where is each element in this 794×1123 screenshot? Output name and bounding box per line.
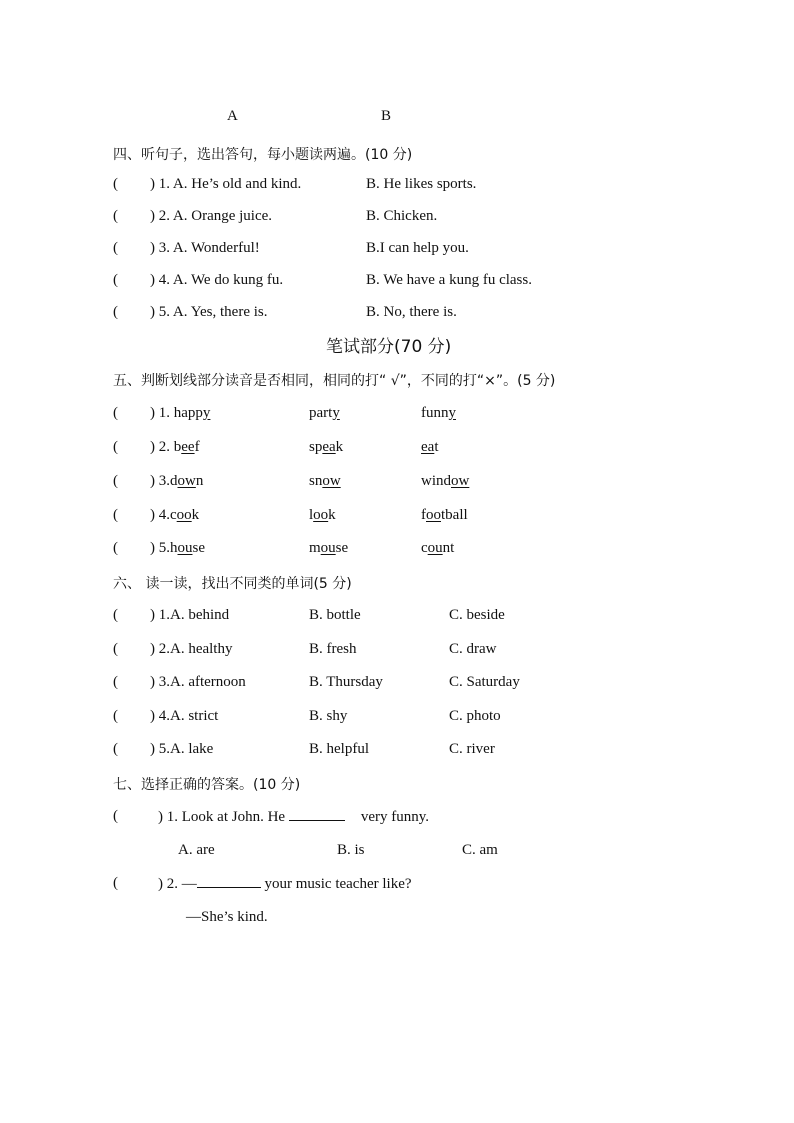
underlined-part: ee xyxy=(181,439,195,455)
question-text xyxy=(158,875,412,893)
word-part: n xyxy=(195,473,204,489)
word-1 xyxy=(150,439,200,456)
answer-paren[interactable]: ( xyxy=(113,208,118,224)
option-a: A. are xyxy=(178,842,215,858)
word-part: t xyxy=(434,439,439,455)
option-c: C. Saturday xyxy=(449,674,520,690)
sample-answer: —She’s kind. xyxy=(186,909,268,925)
word-2 xyxy=(309,473,341,490)
answer-paren[interactable]: ( xyxy=(113,507,118,523)
item-number: ) 4. xyxy=(150,507,170,523)
word-part: se xyxy=(192,540,205,556)
question-prefix: ) 2. — xyxy=(158,876,197,892)
question-text xyxy=(158,808,429,826)
option-b: B. No, there is. xyxy=(366,304,457,320)
word-1 xyxy=(150,405,210,422)
option-a: ) 4. A. We do kung fu. xyxy=(150,272,284,288)
word-part: m xyxy=(309,540,321,556)
word-part: sp xyxy=(309,439,323,455)
option-b: B. fresh xyxy=(309,641,357,657)
underlined-part: oo xyxy=(176,507,192,523)
word-3 xyxy=(421,540,454,557)
word-3 xyxy=(421,405,456,422)
section-7-heading: 七、选择正确的答案。(10 分) xyxy=(113,777,301,793)
word-part: se xyxy=(335,540,349,556)
item-number: ) 2. xyxy=(150,439,174,455)
option-a: ) 3.A. afternoon xyxy=(150,674,246,690)
answer-paren[interactable]: ( xyxy=(113,272,118,288)
item-number: ) 5. xyxy=(150,540,170,556)
word-part: tball xyxy=(441,507,468,523)
section-5-heading: 五、判断划线部分读音是否相同，相同的打“ √”，不同的打“×”。(5 分) xyxy=(113,373,556,389)
option-b: B. is xyxy=(337,842,365,858)
word-1 xyxy=(150,540,205,557)
word-part: f xyxy=(194,439,200,455)
option-a: ) 2.A. healthy xyxy=(150,641,233,657)
option-a: ) 2. A. Orange juice. xyxy=(150,208,273,224)
option-b: B. We have a kung fu class. xyxy=(366,272,532,288)
word-part: k xyxy=(335,439,344,455)
option-b: B. Thursday xyxy=(309,674,383,690)
option-a: ) 5.A. lake xyxy=(150,741,214,757)
word-part: c xyxy=(170,507,177,523)
underlined-part: y xyxy=(202,405,211,421)
word-part: k xyxy=(328,507,336,523)
option-c: C. draw xyxy=(449,641,497,657)
option-b: B. He likes sports. xyxy=(366,176,477,192)
option-a: ) 1.A. behind xyxy=(150,607,230,623)
word-2 xyxy=(309,507,336,524)
answer-paren[interactable]: ( xyxy=(113,741,118,757)
answer-blank[interactable] xyxy=(289,808,345,821)
answer-paren[interactable]: ( xyxy=(113,641,118,657)
option-a: ) 5. A. Yes, there is. xyxy=(150,304,268,320)
option-a: ) 4.A. strict xyxy=(150,708,219,724)
word-part: nt xyxy=(442,540,455,556)
answer-paren[interactable]: ( xyxy=(113,875,118,891)
answer-paren[interactable]: ( xyxy=(113,240,118,256)
underlined-part: ou xyxy=(177,540,193,556)
option-b: B. bottle xyxy=(309,607,361,623)
underlined-part: y xyxy=(332,405,340,421)
underlined-part: y xyxy=(448,405,456,421)
word-part: c xyxy=(421,540,428,556)
underlined-part: ow xyxy=(451,473,470,489)
option-b: B. helpful xyxy=(309,741,369,757)
word-2 xyxy=(309,405,340,422)
word-part: f xyxy=(421,507,426,523)
word-3 xyxy=(421,507,468,524)
option-label-b: B xyxy=(381,108,392,124)
word-part: h xyxy=(170,540,178,556)
word-part: b xyxy=(173,439,182,455)
question-prefix: ) 1. Look at John. He xyxy=(158,809,289,825)
underlined-part: ou xyxy=(320,540,336,556)
option-c: C. photo xyxy=(449,708,501,724)
word-part: l xyxy=(309,507,314,523)
underlined-part: oo xyxy=(313,507,329,523)
option-a: ) 3. A. Wonderful! xyxy=(150,240,260,256)
option-b: B. shy xyxy=(309,708,348,724)
option-label-a: A xyxy=(227,108,238,124)
item-number: ) 3. xyxy=(150,473,170,489)
answer-blank[interactable] xyxy=(197,875,261,888)
answer-paren[interactable]: ( xyxy=(113,674,118,690)
answer-paren[interactable]: ( xyxy=(113,439,118,455)
answer-paren[interactable]: ( xyxy=(113,540,118,556)
question-suffix: very funny. xyxy=(360,809,429,825)
word-part: d xyxy=(170,473,178,489)
section-6-heading: 六、 读一读，找出不同类的单词(5 分) xyxy=(113,576,352,592)
option-c: C. beside xyxy=(449,607,505,623)
answer-paren[interactable]: ( xyxy=(113,473,118,489)
section-4-heading: 四、听句子，选出答句，每小题读两遍。(10 分) xyxy=(113,147,413,163)
word-2 xyxy=(309,540,348,557)
word-part: part xyxy=(309,405,333,421)
word-part: k xyxy=(191,507,200,523)
option-c: C. river xyxy=(449,741,495,757)
word-1 xyxy=(150,507,199,524)
item-number: ) 1. xyxy=(150,405,174,421)
word-part: happ xyxy=(173,405,203,421)
option-c: C. am xyxy=(462,842,498,858)
answer-paren[interactable]: ( xyxy=(113,708,118,724)
option-b: B. Chicken. xyxy=(366,208,438,224)
word-part: sn xyxy=(309,473,323,489)
answer-paren[interactable]: ( xyxy=(113,405,118,421)
underlined-part: ow xyxy=(177,473,196,489)
word-1 xyxy=(150,473,203,490)
underlined-part: ea xyxy=(421,439,435,455)
word-2 xyxy=(309,439,343,456)
option-a: ) 1. A. He’s old and kind. xyxy=(150,176,302,192)
answer-paren[interactable]: ( xyxy=(113,607,118,623)
answer-paren[interactable]: ( xyxy=(113,304,118,320)
question-suffix: your music teacher like? xyxy=(260,876,412,892)
option-b: B.I can help you. xyxy=(366,240,469,256)
written-part-title: 笔试部分(70 分) xyxy=(326,337,452,357)
answer-paren[interactable]: ( xyxy=(113,808,118,824)
word-part: wind xyxy=(421,473,451,489)
underlined-part: ou xyxy=(427,540,443,556)
underlined-part: oo xyxy=(426,507,441,523)
underlined-part: ea xyxy=(322,439,336,455)
underlined-part: ow xyxy=(322,473,341,489)
word-3 xyxy=(421,473,469,490)
answer-paren[interactable]: ( xyxy=(113,176,118,192)
word-3 xyxy=(421,439,439,456)
word-part: funn xyxy=(421,405,449,421)
